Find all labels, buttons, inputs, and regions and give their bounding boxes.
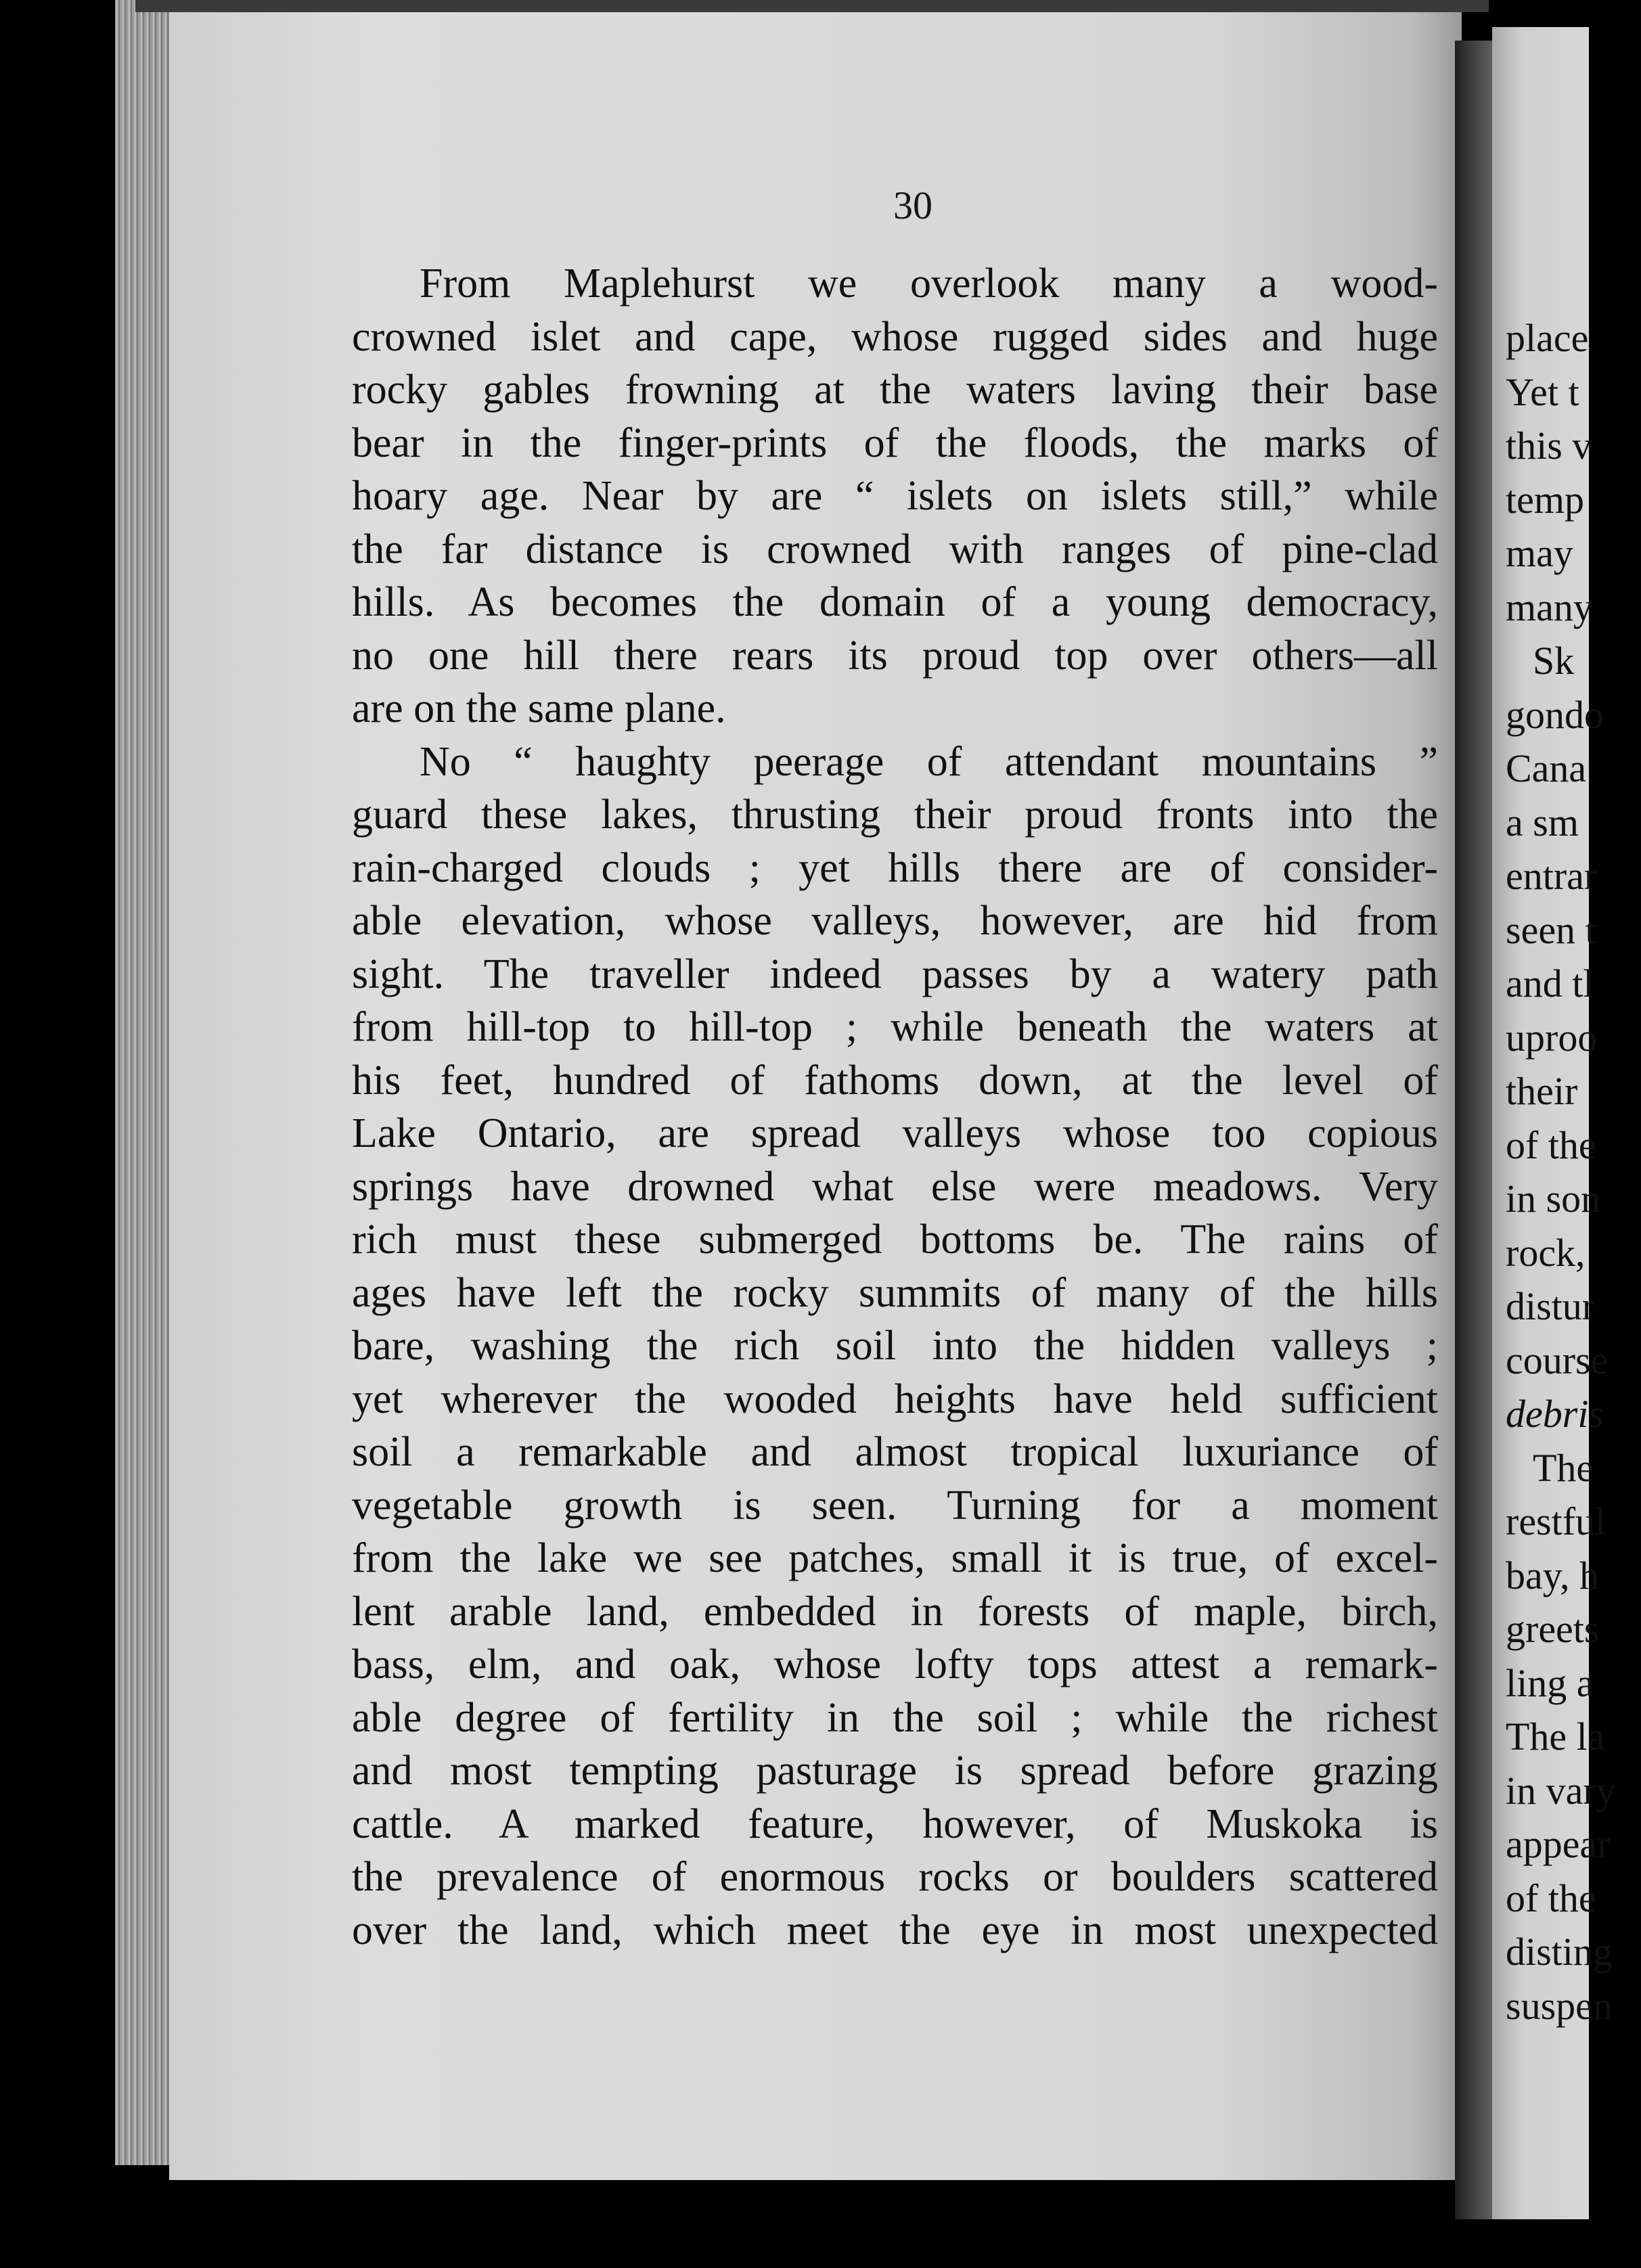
- text-line: disting: [1506, 1930, 1613, 1974]
- right-page: [1492, 27, 1616, 2219]
- text-line: bass, elm, and oak, whose lofty tops attest a remark-: [352, 1641, 1438, 1687]
- text-line: The la: [1506, 1715, 1605, 1759]
- text-line: From Maplehurst we overlook many a wood-: [420, 260, 1438, 307]
- text-line: his feet, hundred of fathoms down, at the level of: [352, 1057, 1438, 1104]
- text-line: many: [1506, 585, 1593, 629]
- text-line: entrar: [1506, 854, 1598, 898]
- text-line: able degree of fertility in the soil ; while the richest: [352, 1694, 1438, 1741]
- text-line: Lake Ontario, are spread valleys whose too copious: [352, 1110, 1438, 1156]
- text-line: greets: [1506, 1607, 1600, 1651]
- text-line: hoary age. Near by are “ islets on islets still,” while: [352, 473, 1438, 519]
- text-line: place: [1506, 316, 1589, 360]
- text-line: bay, h: [1506, 1553, 1599, 1597]
- text-line: rocky gables frowning at the waters laving their base: [352, 367, 1438, 413]
- top-edge: [135, 0, 1489, 12]
- left-page-text: [352, 257, 1438, 1957]
- text-line: their: [1506, 1069, 1578, 1113]
- text-line: in son: [1506, 1177, 1601, 1221]
- text-line: Cana: [1506, 746, 1587, 790]
- text-line: rock,: [1506, 1230, 1586, 1275]
- text-line: seen t: [1506, 907, 1596, 952]
- text-line: bear in the finger-prints of the floods, the marks of: [352, 419, 1438, 466]
- text-line: from hill-top to hill-top ; while beneath the waters at: [352, 1004, 1438, 1050]
- text-line: guard these lakes, thrusting their proud fronts into the: [352, 792, 1438, 838]
- text-line: crowned islet and cape, whose rugged sides and huge: [352, 313, 1438, 360]
- text-line: Sk: [1533, 639, 1575, 683]
- text-line: no one hill there rears its proud top over others—all: [352, 632, 1438, 679]
- text-line: and tl: [1506, 961, 1594, 1005]
- text-line: appear: [1506, 1822, 1611, 1866]
- text-line: sight. The traveller indeed passes by a watery path: [352, 951, 1438, 997]
- text-line: bare, washing the rich soil into the hidden valleys ;: [352, 1323, 1438, 1369]
- text-line: uproo: [1506, 1015, 1598, 1060]
- text-line: able elevation, whose valleys, however, are hid from: [352, 898, 1438, 944]
- text-line: in vary: [1506, 1768, 1616, 1813]
- text-line: course: [1506, 1338, 1609, 1382]
- page-edges: [115, 0, 176, 2165]
- text-line: distur: [1506, 1284, 1596, 1328]
- text-line: suspen: [1506, 1983, 1613, 2028]
- text-line: gondo: [1506, 692, 1604, 737]
- text-line: lent arable land, embedded in forests of maple, birch,: [352, 1588, 1438, 1635]
- text-line: temp: [1506, 477, 1584, 522]
- text-line: and most tempting pasturage is spread before grazing: [352, 1748, 1438, 1794]
- text-line: hills. As becomes the domain of a young democracy,: [352, 579, 1438, 625]
- text-line: rich must these submerged bottoms be. The rains of: [352, 1217, 1438, 1263]
- text-line: are on the same plane.: [352, 685, 726, 731]
- text-line: The: [1533, 1445, 1594, 1490]
- right-page-text: [1506, 311, 1641, 2033]
- text-line: this v: [1506, 424, 1592, 468]
- text-line: No “ haughty peerage of attendant mountains ”: [420, 738, 1438, 785]
- text-line: soil a remarkable and almost tropical luxuriance of: [352, 1429, 1438, 1475]
- text-line: a sm: [1506, 800, 1579, 844]
- text-line: over the land, which meet the eye in most unexpected: [352, 1907, 1438, 1953]
- text-line: yet wherever the wooded heights have held sufficient: [352, 1376, 1438, 1422]
- text-line: Yet t: [1506, 369, 1579, 414]
- text-line: ling a: [1506, 1660, 1594, 1705]
- text-line: of the: [1506, 1122, 1596, 1167]
- text-line: of the: [1506, 1876, 1596, 1920]
- text-line: the far distance is crowned with ranges of pine-clad: [352, 526, 1438, 572]
- text-line: from the lake we see patches, small it is true, of excel-: [352, 1535, 1438, 1581]
- text-line: cattle. A marked feature, however, of Muskoka is: [352, 1800, 1438, 1847]
- text-line: restful: [1506, 1499, 1606, 1543]
- text-line: ages have left the rocky summits of many of the hills: [352, 1269, 1438, 1316]
- page-number: 30: [893, 183, 932, 227]
- text-line: debris: [1506, 1392, 1604, 1436]
- text-line: springs have drowned what else were meadows. Very: [352, 1163, 1438, 1210]
- text-line: rain-charged clouds ; yet hills there are of consider-: [352, 844, 1438, 891]
- text-line: the prevalence of enormous rocks or boulders scattered: [352, 1854, 1438, 1900]
- text-line: vegetable growth is seen. Turning for a moment: [352, 1482, 1438, 1528]
- text-line: may: [1506, 531, 1573, 575]
